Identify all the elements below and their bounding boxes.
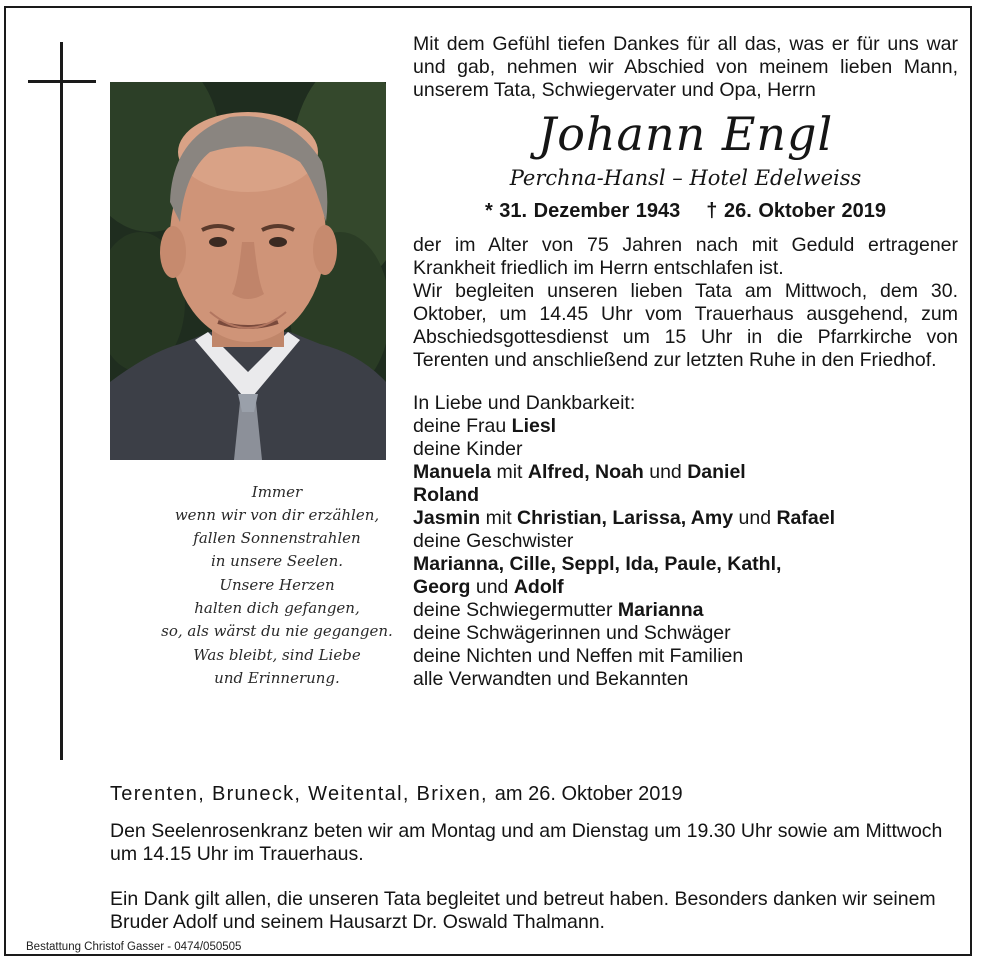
poem-line: in unsere Seelen. — [210, 552, 344, 570]
poem-line: Immer — [251, 483, 303, 501]
relative-name: Christian, Larissa, Amy — [517, 507, 734, 529]
family-line-mother-in-law — [413, 599, 958, 622]
family-line-child — [413, 461, 958, 484]
relation-label: deine Frau — [413, 415, 507, 437]
poem-line: halten dich gefangen, — [194, 599, 360, 617]
family-line-relatives: alle Verwandten und Bekannten — [413, 668, 689, 690]
rosary-text: Den Seelenrosenkranz beten wir am Montag und am Dienstag um 19.30 Uhr sowie am Mittwoch um 14.15 Uhr im Trauerhaus. — [110, 820, 943, 865]
relative-name: Manuela — [413, 461, 492, 483]
notice-date: am 26. Oktober 2019 — [494, 783, 683, 805]
family-line-siblings — [413, 553, 958, 576]
relative-name: Marianna — [617, 599, 704, 621]
death-date: † 26. Oktober 2019 — [706, 200, 887, 222]
family-line-siblings — [413, 576, 958, 599]
family-heading: In Liebe und Dankbarkeit: — [413, 392, 636, 414]
connector-text: und — [738, 507, 772, 529]
funeral-text: Wir begleiten unseren lieben Tata am Mittwoch, dem 30. Oktober, um 14.45 Uhr vom Trauerhaus ausgehend, zum Abschiedsgottesdienst um 15 Uhr in die Pfarrkirche von Terenten und anschließend zur letzten Ruhe in den Friedhof. — [413, 280, 958, 371]
relative-name: Rafael — [776, 507, 835, 529]
deceased-name: Johann Engl — [537, 107, 834, 161]
funeral-home-footer: Bestattung Christof Gasser - 0474/050505 — [26, 941, 242, 953]
place-and-date — [110, 780, 683, 808]
notice-body — [413, 33, 958, 691]
birth-date: * 31. Dezember 1943 — [484, 200, 681, 222]
poem-line: Was bleibt, sind Liebe — [193, 646, 361, 664]
relative-name: Daniel — [687, 461, 746, 483]
passing-text: der im Alter von 75 Jahren nach mit Geduld ertragener Krankheit friedlich im Herrn entschlafen ist. — [413, 234, 958, 279]
family-line-nieces: deine Nichten und Neffen mit Familien — [413, 645, 744, 667]
family-line-siblings-label: deine Geschwister — [413, 530, 574, 552]
family-line-in-laws: deine Schwägerinnen und Schwäger — [413, 622, 731, 644]
poem-line: wenn wir von dir erzählen, — [174, 506, 380, 524]
family-line-child — [413, 484, 958, 507]
relation-label: deine Schwiegermutter — [413, 599, 613, 621]
poem-line: und Erinnerung. — [214, 669, 340, 687]
relative-name: Georg — [413, 576, 471, 598]
poem-stanza — [112, 644, 442, 690]
poem-line: fallen Sonnenstrahlen — [193, 529, 361, 547]
relative-name: Liesl — [511, 415, 557, 437]
poem-line: Unsere Herzen — [219, 576, 335, 594]
relative-name: Jasmin — [413, 507, 481, 529]
relative-name: Marianna, Cille, Seppl, Ida, Paule, Kathl, — [413, 553, 782, 575]
connector-text: und — [475, 576, 509, 598]
family-list — [413, 392, 958, 691]
connector-text: und — [649, 461, 682, 483]
family-line-children-label: deine Kinder — [413, 438, 523, 460]
place-names: Terenten, Bruneck, Weitental, Brixen, — [110, 783, 488, 805]
cross-vertical-bar — [60, 42, 63, 760]
relative-name: Alfred, Noah — [527, 461, 644, 483]
connector-text: mit — [485, 507, 512, 529]
thanks-text: Ein Dank gilt allen, die unseren Tata begleitet und betreut haben. Besonders danken wir seinem Bruder Adolf und seinem Hausarzt Dr. Oswald Thalmann. — [110, 888, 936, 933]
memorial-poem — [112, 481, 442, 691]
life-dates — [413, 197, 958, 225]
deceased-nickname: Perchna-Hansl – Hotel Edelweiss — [509, 166, 862, 190]
poem-stanza — [112, 481, 442, 573]
portrait-photo — [110, 82, 386, 460]
relative-name: Adolf — [513, 576, 564, 598]
family-line-wife — [413, 415, 958, 438]
cross-horizontal-bar — [28, 80, 96, 83]
poem-stanza — [112, 574, 442, 643]
relative-name: Roland — [413, 484, 480, 506]
family-line-child — [413, 507, 958, 530]
intro-text: Mit dem Gefühl tiefen Dankes für all das, was er für uns war und gab, nehmen wir Abschied von meinem lieben Mann, unserem Tata, Schwiegervater und Opa, Herrn — [413, 33, 958, 101]
poem-line: so, als wärst du nie gegangen. — [161, 622, 393, 640]
connector-text: mit — [496, 461, 523, 483]
